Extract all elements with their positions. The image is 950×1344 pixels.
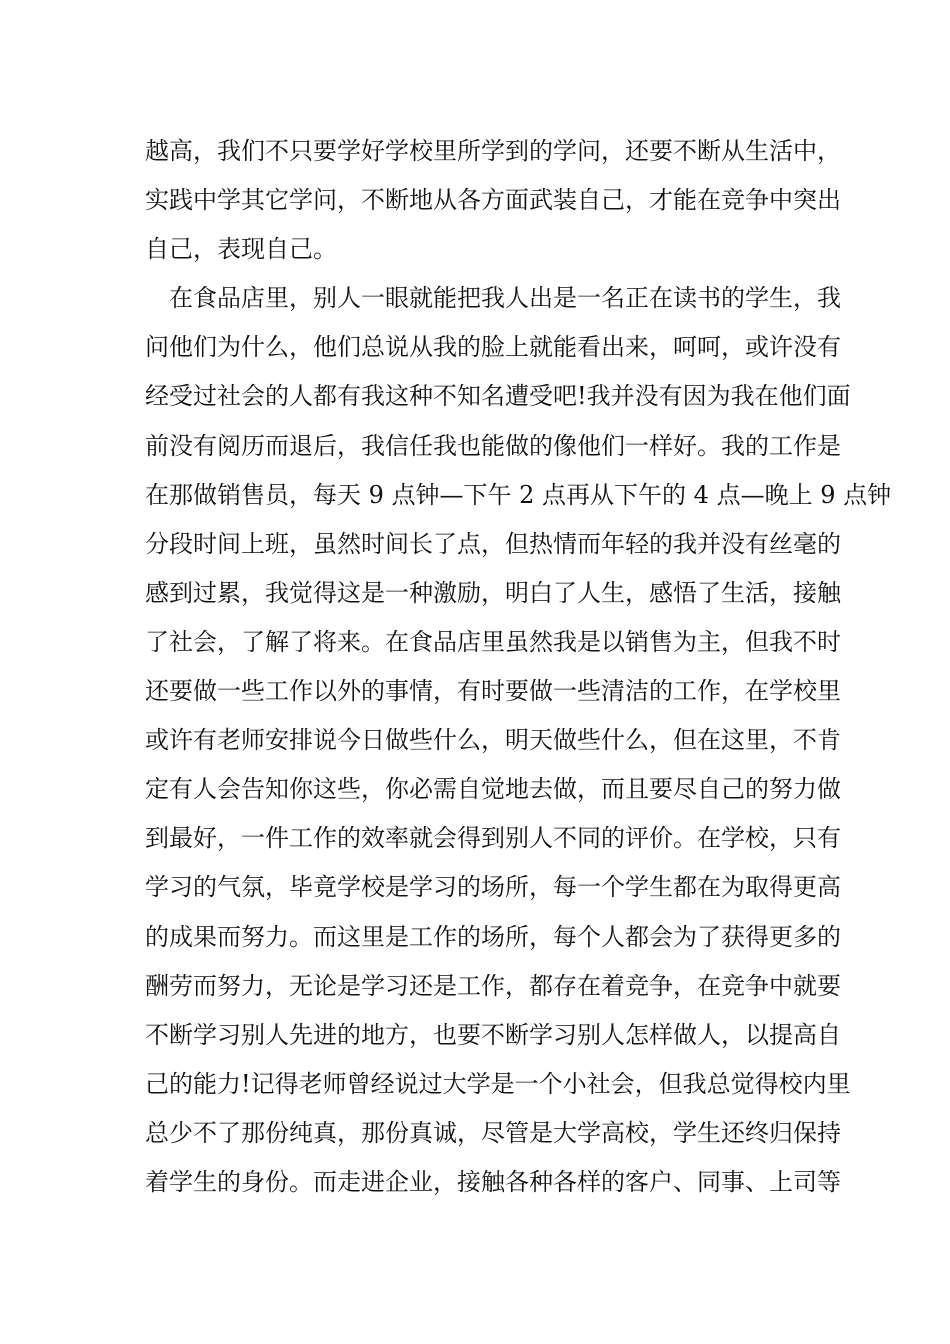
text-line: 或许有老师安排说今日做些什么，明天做些什么，但在这里，不肯 [145,726,841,755]
text-line: 学习的气氛，毕竟学校是学习的场所，每一个学生都在为取得更高 [145,873,841,902]
text-line: 前没有阅历而退后，我信任我也能做的像他们一样好。我的工作是 [145,431,841,460]
text-line: 越高，我们不只要学好学校里所学到的学问，还要不断从生活中， [145,137,841,165]
text-line: 定有人会告知你这些，你必需自觉地去做，而且要尽自己的努力做 [145,775,841,804]
text-line: 的成果而努力。而这里是工作的场所，每个人都会为了获得更多的 [145,922,841,951]
text-line: 己的能力!记得老师曾经说过大学是一个小社会，但我总觉得校内里 [145,1069,851,1098]
text-line: 在那做销售员，每天 9 点钟—下午 2 点再从下午的 4 点—晚上 9 点钟 [145,480,892,509]
text-line: 总少不了那份纯真，那份真诚，尽管是大学高校，学生还终归保持 [145,1118,841,1147]
body-text [145,127,892,1207]
text-line: 分段时间上班，虽然时间长了点，但热情而年轻的我并没有丝毫的 [145,529,841,558]
text-line: 问他们为什么，他们总说从我的脸上就能看出来，呵呵，或许没有 [145,333,841,362]
text-line: 不断学习别人先进的地方，也要不断学习别人怎样做人，以提高自 [145,1020,841,1049]
text-line: 着学生的身份。而走进企业，接触各种各样的客户、同事、上司等 [145,1167,841,1196]
text-line: 到最好，一件工作的效率就会得到别人不同的评价。在学校，只有 [145,824,841,853]
text-line: 实践中学其它学问，不断地从各方面武装自己，才能在竞争中突出 [145,186,841,215]
paragraph-start-line: 在食品店里，别人一眼就能把我人出是一名正在读书的学生，我 [169,284,841,313]
text-line: 了社会，了解了将来。在食品店里虽然我是以销售为主，但我不时 [145,627,841,656]
text-line: 自己，表现自己。 [145,235,337,264]
text-line: 经受过社会的人都有我这种不知名遭受吧!我并没有因为我在他们面 [145,382,851,411]
text-line: 感到过累，我觉得这是一种激励，明白了人生，感悟了生活，接触 [145,578,841,607]
text-line: 酬劳而努力，无论是学习还是工作，都存在着竞争，在竞争中就要 [145,971,841,1000]
text-line: 还要做一些工作以外的事情，有时要做一些清洁的工作，在学校里 [145,677,841,706]
